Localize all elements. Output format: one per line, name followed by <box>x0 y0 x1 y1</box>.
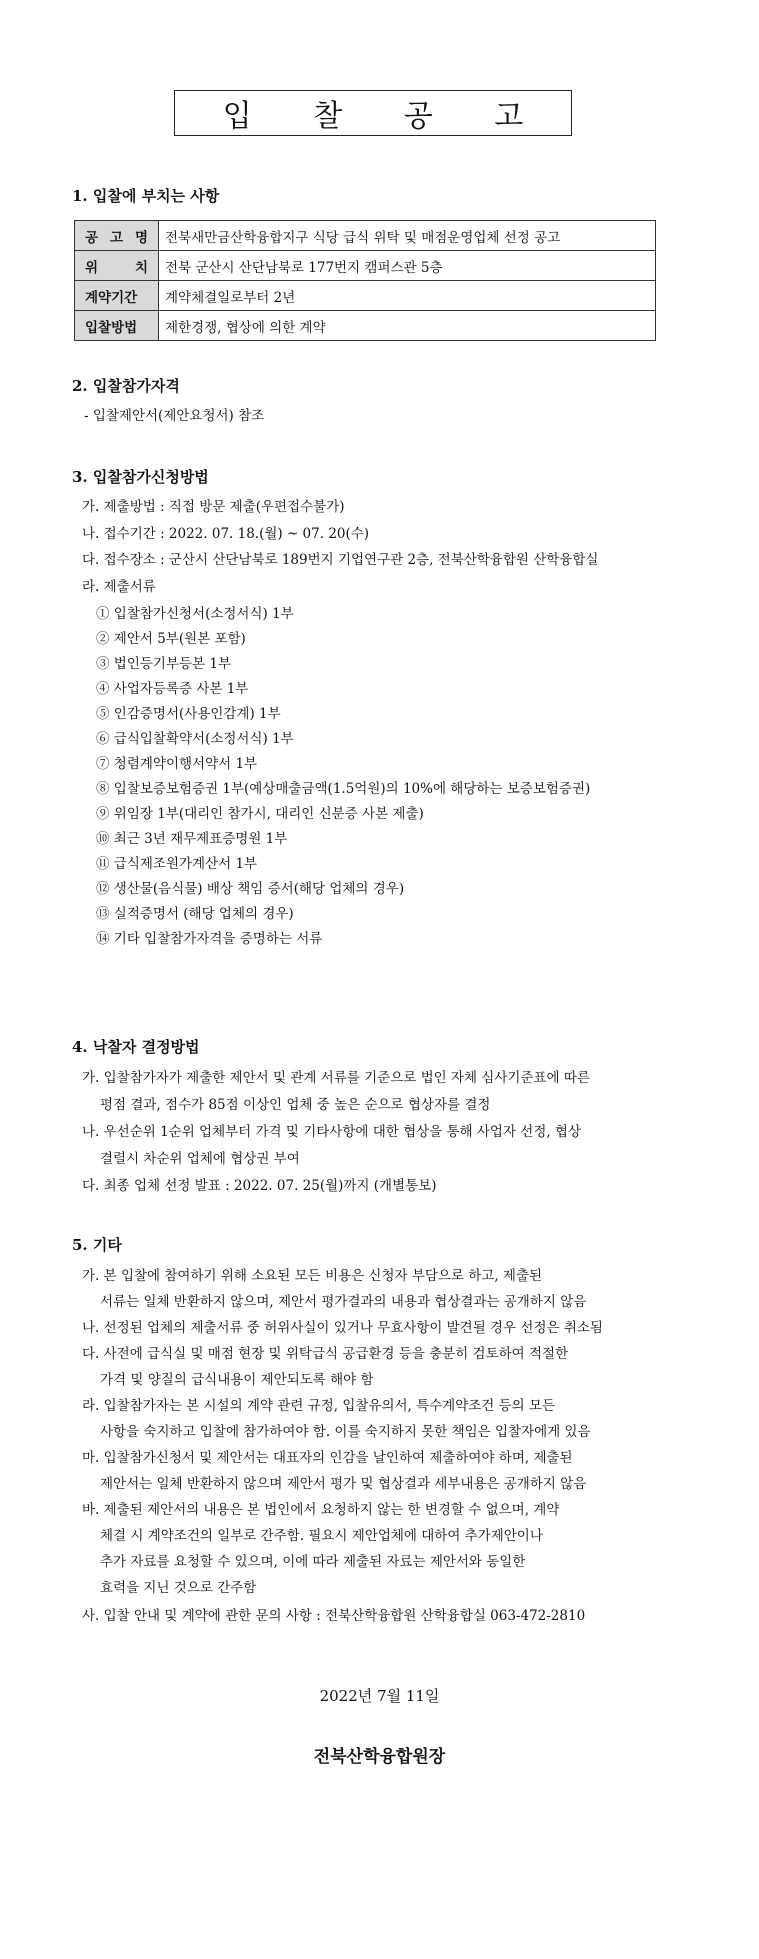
document-item: ③ 법인등기부등본 1부 <box>96 656 231 672</box>
section-3-heading: 3. 입찰참가신청방법 <box>72 468 209 486</box>
document-item: ② 제안서 5부(원본 포함) <box>96 631 246 647</box>
section-5-line: 추가 자료를 요청할 수 있으며, 이에 따라 제출된 자료는 제안서와 동일한 <box>100 1554 526 1570</box>
document-item: ⑤ 인감증명서(사용인감계) 1부 <box>96 706 281 722</box>
section-3-line: 다. 접수장소 : 군산시 산단남북로 189번지 기업연구관 2층, 전북산학융합원 산학융합실 <box>82 552 599 568</box>
row-value: 전북 군산시 산단남북로 177번지 캠퍼스관 5층 <box>159 251 656 281</box>
document-item: ⑦ 청렴계약이행서약서 1부 <box>96 756 258 772</box>
section-5-line: 나. 선정된 업체의 제출서류 중 허위사실이 있거나 무효사항이 발견될 경우 선정은 취소됨 <box>82 1320 603 1336</box>
section-4-line: 다. 최종 업체 선정 발표 : 2022. 07. 25(월)까지 (개별통보) <box>82 1178 437 1194</box>
document-item: ⑧ 입찰보증보험증권 1부(예상매출금액(1.5억원)의 10%에 해당하는 보증보험증권) <box>96 781 591 797</box>
section-4-line: 나. 우선순위 1순위 업체부터 가격 및 기타사항에 대한 협상을 통해 사업자 선정, 협상 <box>82 1124 582 1140</box>
bid-info-table <box>74 220 656 341</box>
section-1-heading: 1. 입찰에 부치는 사항 <box>72 187 220 205</box>
signature: 전북산학융합원장 <box>313 1747 446 1767</box>
document-item: ⑭ 기타 입찰참가자격을 증명하는 서류 <box>96 931 323 947</box>
section-3-line: 라. 제출서류 <box>82 579 156 595</box>
section-5-line: 사. 입찰 안내 및 계약에 관한 문의 사항 : 전북산학융합원 산학융합실 063-472-2810 <box>82 1608 586 1624</box>
section-3-line: 나. 접수기간 : 2022. 07. 18.(월) ~ 07. 20(수) <box>82 526 370 542</box>
section-4-line: 평점 결과, 점수가 85점 이상인 업체 중 높은 순으로 협상자를 결정 <box>100 1097 491 1113</box>
row-key: 위 치 <box>75 251 159 281</box>
row-key: 계약기간 <box>75 281 159 311</box>
section-5-heading: 5. 기타 <box>72 1236 122 1254</box>
row-key: 공 고 명 <box>75 221 159 251</box>
section-2-line: - 입찰제안서(제안요청서) 참조 <box>84 408 265 424</box>
document-item: ④ 사업자등록증 사본 1부 <box>96 681 249 697</box>
section-5-line: 제안서는 일체 반환하지 않으며 제안서 평가 및 협상결과 세부내용은 공개하지 않음 <box>100 1476 587 1492</box>
table-row <box>75 281 656 311</box>
section-5-line: 효력을 지닌 것으로 간주함 <box>100 1580 257 1596</box>
section-5-line: 가. 본 입찰에 참여하기 위해 소요된 모든 비용은 신청자 부담으로 하고, 제출된 <box>82 1268 543 1284</box>
section-2-heading: 2. 입찰참가자격 <box>72 377 180 395</box>
row-key: 입찰방법 <box>75 311 159 341</box>
section-5-line: 가격 및 양질의 급식내용이 제안되도록 해야 함 <box>100 1372 374 1388</box>
section-5-line: 사항을 숙지하고 입찰에 참가하여야 함. 이를 숙지하지 못한 책임은 입찰자에게 있음 <box>100 1424 591 1440</box>
document-item: ⑥ 급식입찰확약서(소정서식) 1부 <box>96 731 294 747</box>
table-row <box>75 251 656 281</box>
section-5-line: 라. 입찰참가자는 본 시설의 계약 관련 규정, 입찰유의서, 특수계약조건 등의 모든 <box>82 1398 556 1414</box>
section-5-line: 체결 시 계약조건의 일부로 간주함. 필요시 제안업체에 대하여 추가제안이나 <box>100 1528 543 1544</box>
section-4-line: 결렬시 차순위 업체에 협상권 부여 <box>100 1151 300 1167</box>
document-item: ⑫ 생산물(음식물) 배상 책임 증서(해당 업체의 경우) <box>96 881 405 897</box>
section-5-line: 바. 제출된 제안서의 내용은 본 법인에서 요청하지 않는 한 변경할 수 없으며, 계약 <box>82 1502 560 1518</box>
notice-date: 2022년 7월 11일 <box>319 1687 440 1705</box>
section-5-line: 다. 사전에 급식실 및 매점 현장 및 위탁급식 공급환경 등을 충분히 검토하여 적절한 <box>82 1346 569 1362</box>
table-row <box>75 311 656 341</box>
section-4-line: 가. 입찰참가자가 제출한 제안서 및 관계 서류를 기준으로 법인 자체 심사기준표에 따른 <box>82 1070 590 1086</box>
section-4-heading: 4. 낙찰자 결정방법 <box>72 1038 200 1056</box>
row-value: 제한경쟁, 협상에 의한 계약 <box>159 311 656 341</box>
row-value: 계약체결일로부터 2년 <box>159 281 656 311</box>
section-3-line: 가. 제출방법 : 직접 방문 제출(우편접수불가) <box>82 499 345 515</box>
document-item: ⑬ 실적증명서 (해당 업체의 경우) <box>96 906 294 922</box>
document-item: ⑨ 위임장 1부(대리인 참가시, 대리인 신분증 사본 제출) <box>96 806 424 822</box>
document-item: ① 입찰참가신청서(소정서식) 1부 <box>96 606 294 622</box>
document-item: ⑩ 최근 3년 재무제표증명원 1부 <box>96 831 288 847</box>
table-row <box>75 221 656 251</box>
notice-title: 입 찰 공 고 <box>174 90 572 136</box>
section-5-line: 서류는 일체 반환하지 않으며, 제안서 평가결과의 내용과 협상결과는 공개하지 않음 <box>100 1294 587 1310</box>
document-item: ⑪ 급식제조원가계산서 1부 <box>96 856 258 872</box>
row-value: 전북새만금산학융합지구 식당 급식 위탁 및 매점운영업체 선정 공고 <box>159 221 656 251</box>
section-5-line: 마. 입찰참가신청서 및 제안서는 대표자의 인감을 날인하여 제출하여야 하며, 제출된 <box>82 1450 573 1466</box>
